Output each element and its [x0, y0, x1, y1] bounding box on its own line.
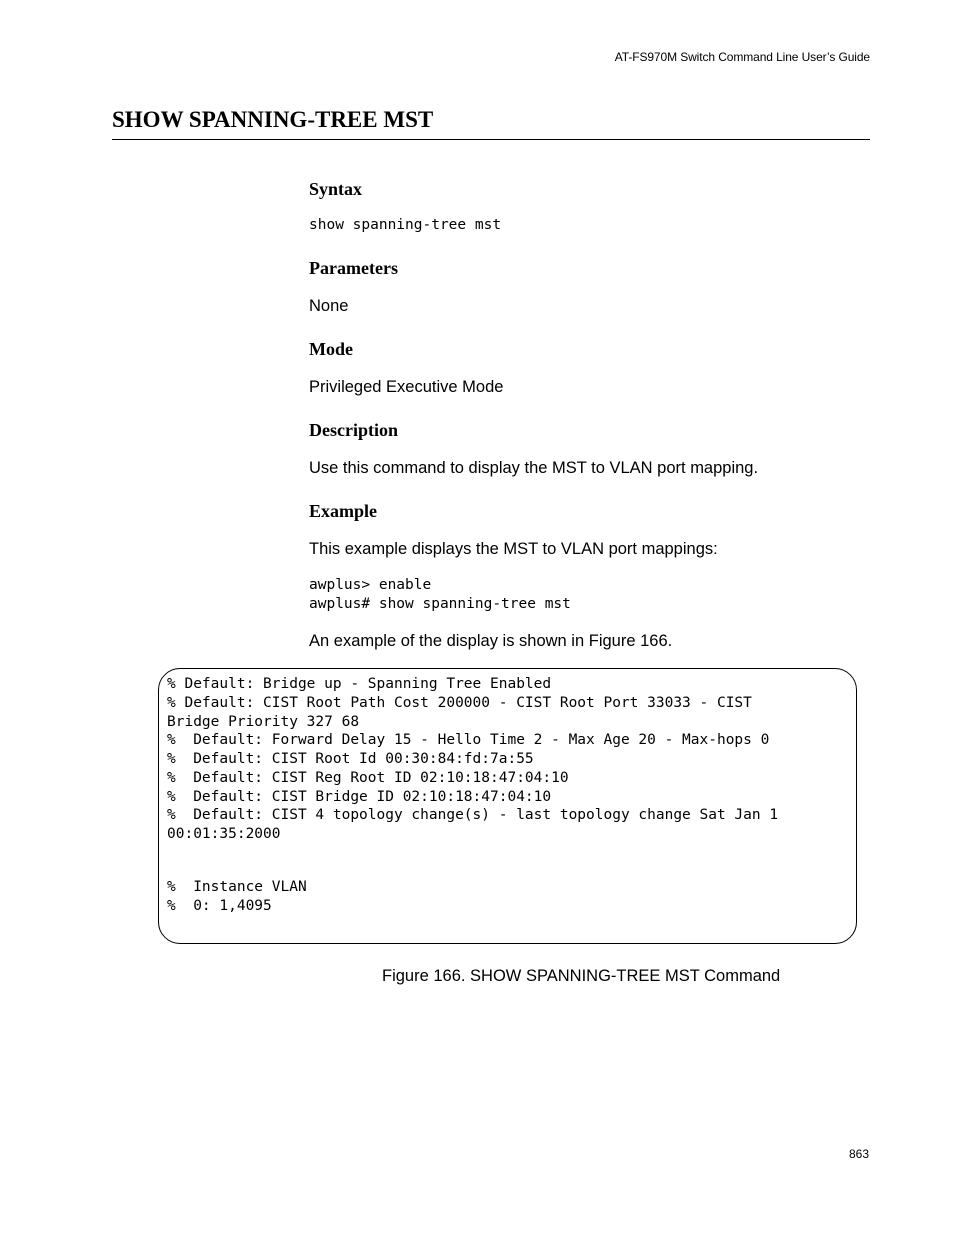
- mode-heading: Mode: [309, 339, 353, 359]
- syntax-code: show spanning-tree mst: [309, 217, 502, 233]
- output-line: % Default: CIST Root Path Cost 200000 - CIST Root Port 33033 - CIST: [167, 695, 752, 711]
- output-line: % Default: Forward Delay 15 - Hello Time 2 - Max Age 20 - Max-hops 0: [167, 732, 770, 748]
- output-line: % Default: Bridge up - Spanning Tree Enabled: [167, 676, 552, 692]
- page-title: SHOW SPANNING-TREE MST: [112, 107, 434, 132]
- example-heading: Example: [309, 501, 378, 521]
- output-line: % Default: CIST 4 topology change(s) - last topology change Sat Jan 1: [167, 807, 779, 823]
- figure-caption: Figure 166. SHOW SPANNING-TREE MST Command: [382, 967, 781, 985]
- parameters-heading: Parameters: [309, 258, 398, 278]
- mode-text: Privileged Executive Mode: [309, 378, 504, 396]
- output-line: 00:01:35:2000: [167, 826, 281, 842]
- example-code-line: awplus> enable: [309, 577, 432, 593]
- output-line: % Default: CIST Bridge ID 02:10:18:47:04:10: [167, 789, 552, 805]
- description-text: Use this command to display the MST to VLAN port mapping.: [309, 459, 759, 477]
- example-code-line: awplus# show spanning-tree mst: [309, 596, 571, 612]
- page-number: 863: [848, 1147, 869, 1161]
- output-line: % 0: 1,4095: [167, 898, 272, 914]
- title-rule: [112, 139, 870, 140]
- output-line: % Default: CIST Reg Root ID 02:10:18:47:04:10: [167, 770, 569, 786]
- running-header: AT-FS970M Switch Command Line User’s Guide: [614, 50, 870, 64]
- parameters-text: None: [309, 297, 349, 315]
- example-intro: This example displays the MST to VLAN port mappings:: [309, 540, 718, 558]
- syntax-heading: Syntax: [309, 179, 363, 199]
- output-line: Bridge Priority 327 68: [167, 714, 360, 730]
- output-line: % Instance VLAN: [167, 879, 307, 895]
- description-heading: Description: [309, 420, 398, 440]
- figure-reference: An example of the display is shown in Figure 166.: [309, 632, 673, 650]
- output-line: % Default: CIST Root Id 00:30:84:fd:7a:55: [167, 751, 534, 767]
